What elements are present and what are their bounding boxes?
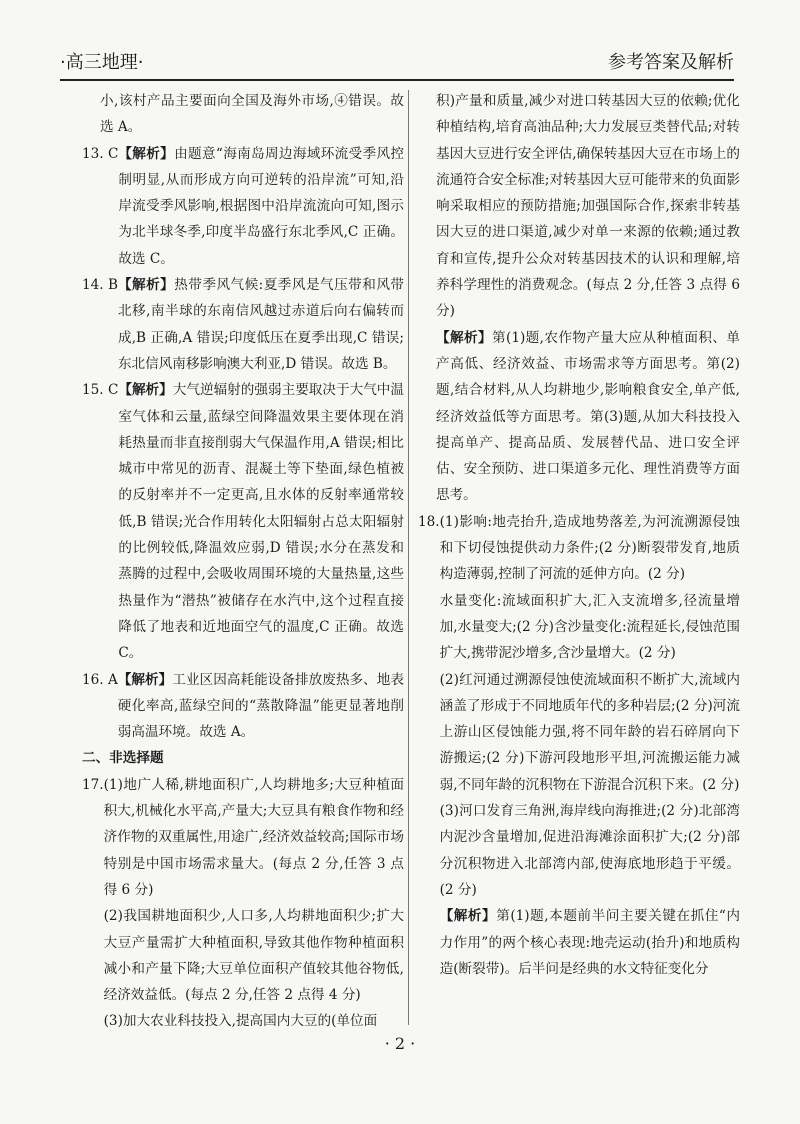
answer-17-part2: (2)我国耕地面积少,人口多,人均耕地面积少;扩大大豆产量需扩大种植面积,导致其他作物种植面积减小和产量下降;大豆单位面积产值较其他谷物低,经济效益低。(每点 2 分,任答 2 点得 4 分) (103, 908, 404, 1004)
analysis-tag: 【解析】 (117, 671, 173, 688)
answer-17-analysis-text: 第(1)题,农作物产量大应从种植面积、单产高低、经济效益、市场需求等方面思考。第(2)题,结合材料,从人均耕地少,影响粮食安全,单产低,经济效益低等方面思考。第(3)题,从加大科技投入提高单产、提高品质、发展替代品、进口安全评估、安全预防、进口渠道多元化、理性消费等方面思考。 (436, 329, 741, 504)
right-column (418, 88, 740, 982)
answer-17-part1: (1)地广人稀,耕地面积广,人均耕地多;大豆种植面积大,机械化水平高,产量大;大豆具有粮食作物和经济作物的双重属性,用途广,经济效益较高;国际市场特别是中国市场需求量大。(每点 2 分,任答 3 点得 6 分) (103, 776, 404, 898)
answer-13-num: 13. C (82, 145, 119, 162)
header-rule (60, 79, 734, 81)
answer-18 (418, 509, 740, 982)
answer-18-part2: (2)红河通过溯源侵蚀使流域面积不断扩大,流域内涵盖了形成于不同地质年代的多种岩层;(2 分)河流上游山区侵蚀能力强,将不同年龄的岩石碎屑向下游搬运;(2 分)下游河段地形平坦,河流搬运能力减弱,不同年龄的沉积物在下游混合沉积下来。(2 分) (439, 671, 740, 793)
column-divider (408, 90, 409, 1025)
answer-18-part3: (3)河口发育三角洲,海岸线向海推进;(2 分)北部湾内泥沙含量增加,促进沿海滩涂面积扩大;(2 分)部分沉积物进入北部湾内部,使海底地形趋于平缓。(2 分) (439, 803, 740, 898)
subject-label: ·高三地理· (60, 52, 144, 73)
answer-16 (82, 667, 404, 746)
answer-17 (82, 772, 404, 1035)
answer-13-text: 由题意“海南岛周边海域环流受季风控制明显,从而形成方向可逆转的沿岸流”可知,沿岸流受季风影响,根据图中沿岸流流向可知,图示为北半球冬季,印度半岛盛行东北季风,C 正确。故选 C。 (118, 145, 405, 267)
answer-16-num: 16. A (82, 671, 118, 688)
answer-18-part1: (1)影响:地壳抬升,造成地势落差,为河流溯源侵蚀和下切侵蚀提供动力条件;(2 分)断裂带发育,地质构造薄弱,控制了河流的延伸方向。(2 分) (439, 513, 740, 583)
analysis-tag: 【解析】 (118, 382, 173, 399)
analysis-tag: 【解析】 (118, 145, 175, 162)
answer-17-part3: (3)加大农业科技投入,提高国内大豆的(单位面 (103, 1013, 378, 1030)
q12-continuation: 小,该村产品主要面向全国及海外市场,④错误。故选 A。 (100, 93, 404, 136)
answer-15-text: 大气逆辐射的强弱主要取决于大气中温室气体和云量,蓝绿空间降温效果主要体现在消耗热量而非直接削弱大气保温作用,A 错误;相比城市中常见的沥青、混凝土等下垫面,绿色植被的反射率并不一定更高,且水体的反射率通常较低,B 错误;光合作用转化太阳辐射占总太阳辐射的比例较低,降温效应弱,D 错误;水分在蒸发和蒸腾的过程中,会吸收周围环境的大量热量,这些热量作为“潜热”被储存在水汽中,这个过程直接降低了地表和近地面空气的温度,C 正确。故选 C。 (118, 382, 405, 662)
answer-18-num: 18. (418, 513, 440, 530)
answer-18-analysis (440, 903, 740, 982)
answer-13 (82, 141, 404, 272)
answer-15-num: 15. C (82, 382, 119, 399)
answer-17-analysis (418, 325, 740, 509)
page-header (60, 44, 734, 78)
left-column (82, 88, 404, 1035)
page-number: · 2 · (384, 1034, 416, 1053)
answer-17-num: 17. (82, 776, 104, 793)
answer-17-continuation: 积)产量和质量,减少对进口转基因大豆的依赖;优化种植结构,培育高油品种;大力发展豆类替代品;对转基因大豆进行安全评估,确保转基因大豆在市场上的流通符合安全标准;对转基因大豆可能带来的负面影响采取相应的预防措施;加强国际合作,探索非转基因大豆的进口渠道,减少对单一来源的依赖;通过教育和宣传,提升公众对转基因技术的认识和理解,培养科学理性的消费观念。(每点 2 分,任答 3 点得 6 分) (436, 93, 740, 320)
analysis-tag: 【解析】 (117, 277, 175, 294)
answer-14-num: 14. B (82, 277, 118, 294)
analysis-tag: 【解析】 (436, 329, 493, 346)
answer-14 (82, 272, 404, 377)
section-heading: 二、非选择题 (82, 750, 164, 767)
answer-18-part1b: 水量变化:流域面积扩大,汇入支流增多,径流量增加,水量变大;(2 分)含沙量变化:流程延长,侵蚀范围扩大,携带泥沙增多,含沙量增大。(2 分) (439, 592, 740, 662)
doc-title: 参考答案及解析 (608, 52, 734, 73)
analysis-tag: 【解析】 (439, 908, 497, 925)
answer-16-text: 工业区因高耗能设备排放废热多、地表硬化率高,蓝绿空间的“蒸散降温”能更显著地削弱高温环境。故选 A。 (117, 671, 405, 741)
answer-18-analysis-text: 第(1)题,本题前半问主要关键在抓住“内力作用”的两个核心表现:地壳运动(抬升)和地质构造(断裂带)。后半问是经典的水文特征变化分 (439, 908, 740, 977)
answer-15 (82, 377, 404, 666)
answer-14-text: 热带季风气候:夏季风是气压带和风带北移,南半球的东南信风越过赤道后向右偏转而成,B 正确,A 错误;印度低压在夏季出现,C 错误;东北信风南移影响澳大利亚,D 错误。故选 B。 (117, 277, 404, 372)
